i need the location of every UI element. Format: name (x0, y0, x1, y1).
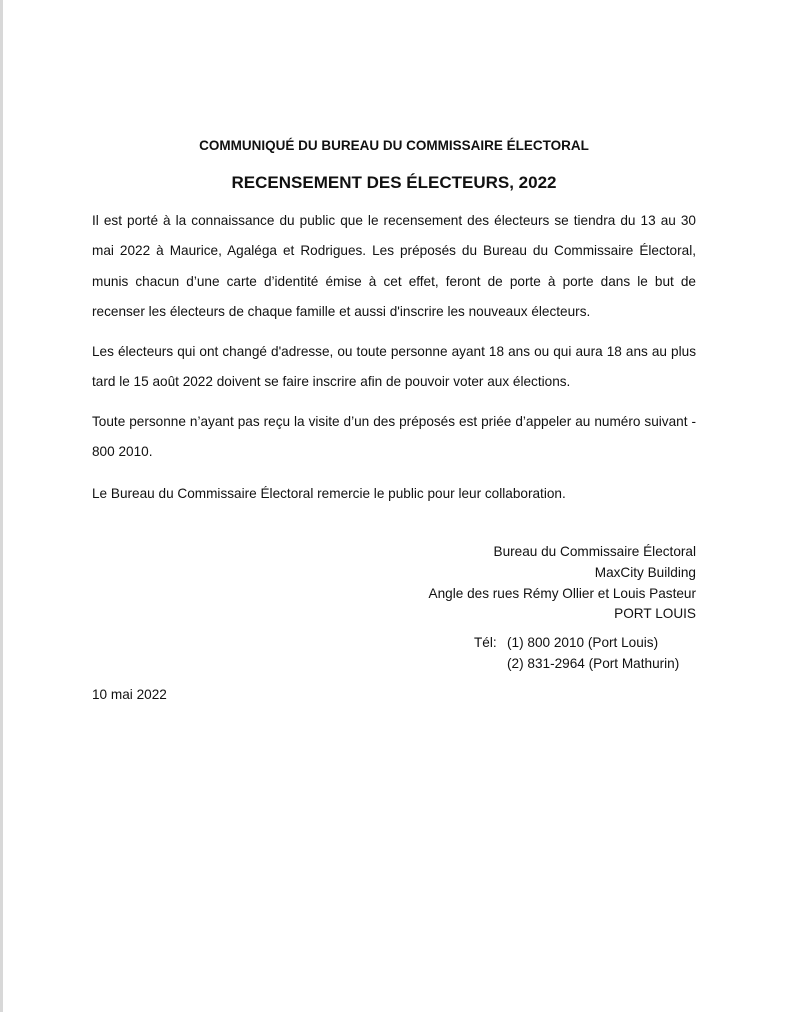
document-title: RECENSEMENT DES ÉLECTEURS, 2022 (231, 173, 557, 192)
signature-office: Bureau du Commissaire Électoral (493, 544, 696, 559)
signature-building: MaxCity Building (594, 564, 696, 580)
signature-street: Angle des rues Rémy Ollier et Louis Pasteur (428, 585, 696, 601)
contact-phones (474, 633, 679, 674)
paragraph-census-dates: Il est porté à la connaissance du public que le recensement des électeurs se tiendra du 13 au 30 mai 2022 à Maurice, Agaléga et Rodrigues. Les préposés du Bureau du Commissaire Électoral, munis chacun d’une carte d’identité émise à cet effet, feront de porte à porte dans le but de recenser les électeurs de chaque famille et aussi d'inscrire les nouveaux électeurs. (92, 213, 696, 319)
phone-port-mathurin: (2) 831-2964 (Port Mathurin) (507, 655, 680, 671)
paragraph-registration: Les électeurs qui ont changé d'adresse, ou toute personne ayant 18 ans ou qui aura 18 ans au plus tard le 15 août 2022 doivent se faire inscrire afin de pouvoir voter aux élections. (92, 344, 696, 390)
signature-block (429, 542, 696, 625)
paragraph-contact-instructions: Toute personne n’ayant pas reçu la visite d’un des préposés est priée d’appeler au numéro suivant - 800 2010. (92, 414, 696, 460)
page-edge (0, 0, 3, 1012)
paragraph-thanks: Le Bureau du Commissaire Électoral remercie le public pour leur collaboration. (92, 486, 566, 501)
tel-label: Tél: (474, 635, 497, 650)
phone-row (474, 633, 679, 654)
signature-city: PORT LOUIS (614, 606, 696, 622)
document-date: 10 mai 2022 (92, 687, 167, 702)
communique-heading: COMMUNIQUÉ DU BUREAU DU COMMISSAIRE ÉLECTORAL (199, 138, 589, 153)
phone-port-louis: (1) 800 2010 (Port Louis) (507, 635, 659, 650)
phone-row (474, 654, 679, 675)
